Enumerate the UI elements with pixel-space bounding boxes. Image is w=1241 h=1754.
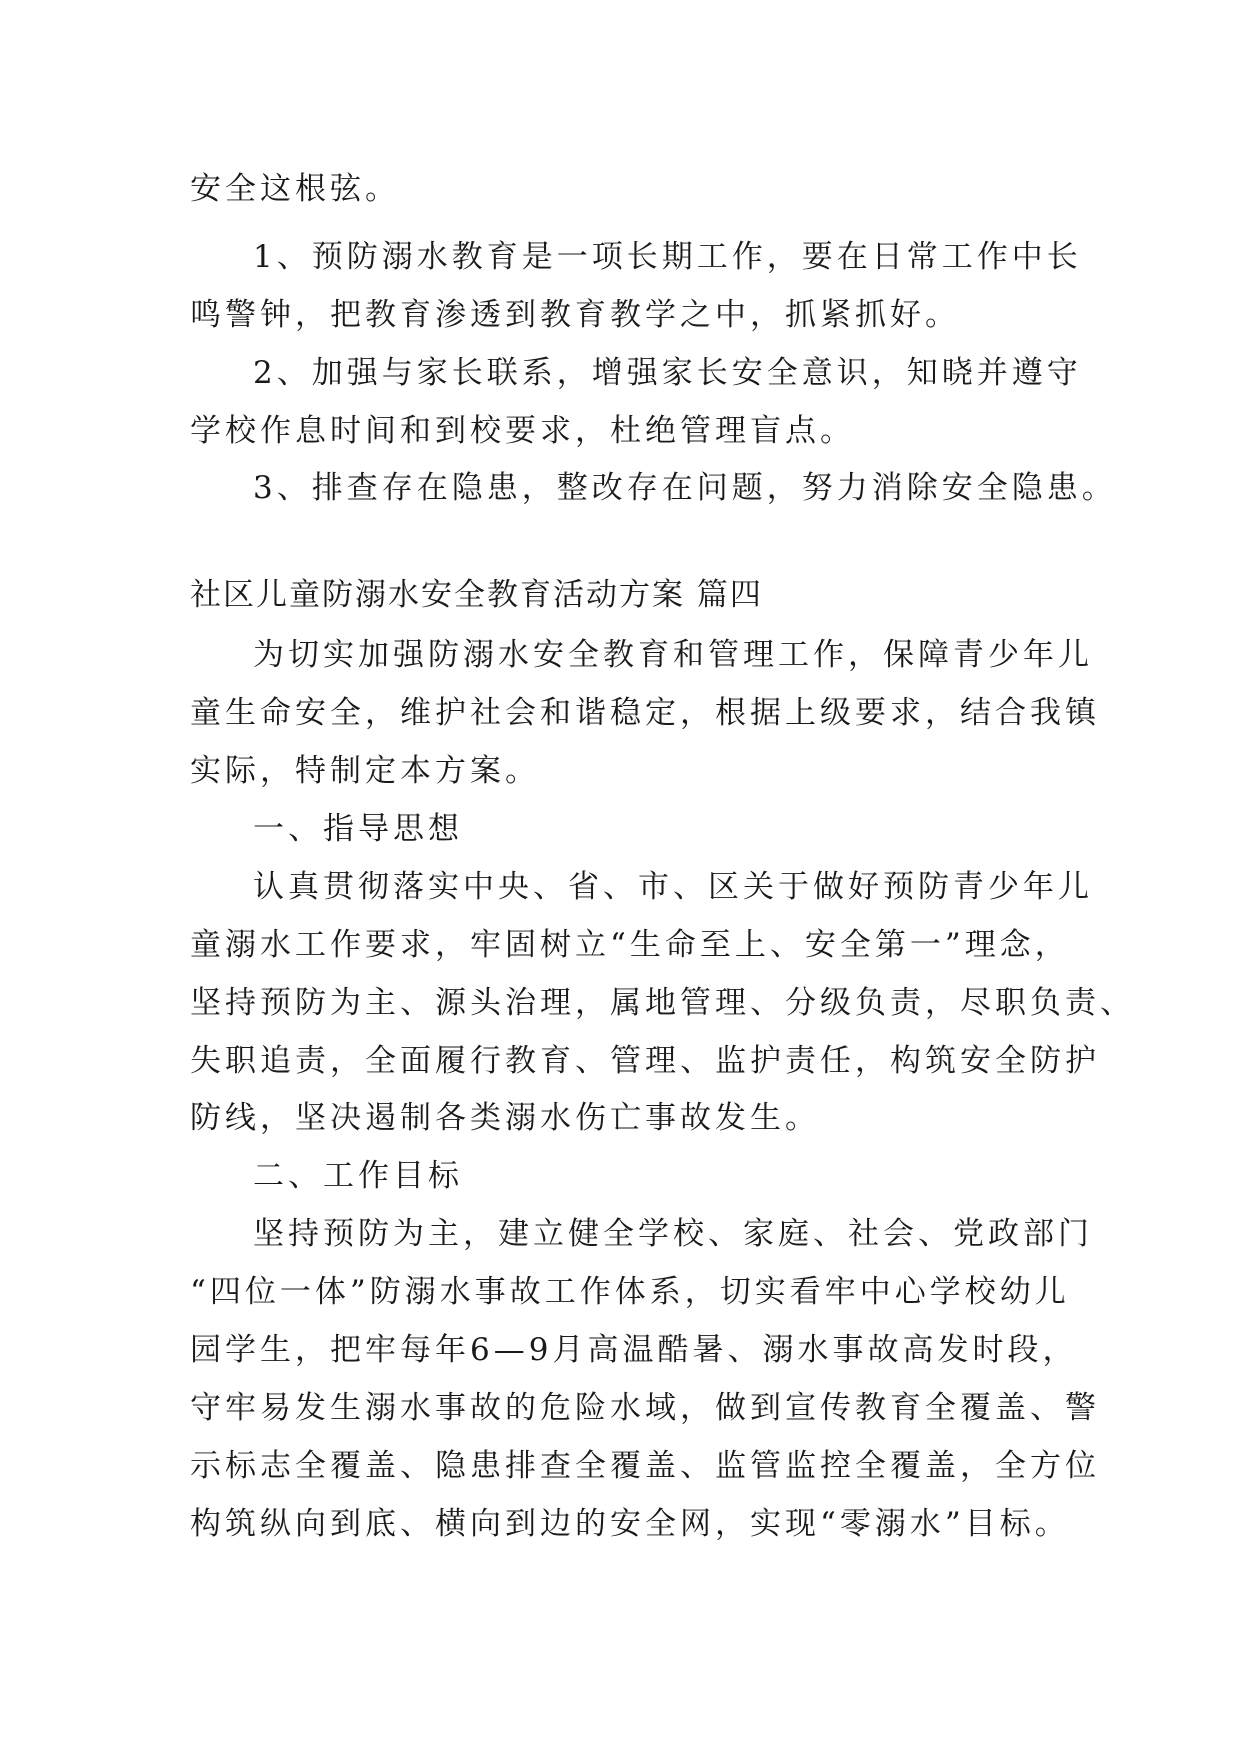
heading-guiding-ideology: 一、指导思想 <box>253 811 463 847</box>
list-item-3: 3、排查存在隐患，整改存在问题，努力消除安全隐患。 <box>253 470 1117 506</box>
heading-work-goals: 二、工作目标 <box>253 1158 463 1194</box>
paragraph-line: 坚持预防为主、源头治理，属地管理、分级负责，尽职负责、 <box>190 985 1135 1021</box>
paragraph-line: 认真贯彻落实中央、省、市、区关于做好预防青少年儿 <box>253 869 1093 905</box>
paragraph-line: 失职追责，全面履行教育、管理、监护责任，构筑安全防护 <box>190 1043 1100 1079</box>
list-item-1-line-2: 鸣警钟，把教育渗透到教育教学之中，抓紧抓好。 <box>190 297 960 333</box>
paragraph-line: 童溺水工作要求，牢固树立“生命至上、安全第一”理念， <box>190 927 1070 963</box>
list-item-1-line-1: 1、预防溺水教育是一项长期工作，要在日常工作中长 <box>253 239 1082 275</box>
paragraph-line: 为切实加强防溺水安全教育和管理工作，保障青少年儿 <box>253 637 1093 673</box>
list-item-2-line-1: 2、加强与家长联系，增强家长安全意识，知晓并遵守 <box>253 355 1082 391</box>
paragraph-line: 防线，坚决遏制各类溺水伤亡事故发生。 <box>190 1100 820 1136</box>
paragraph-line: “四位一体”防溺水事故工作体系，切实看牢中心学校幼儿 <box>190 1274 1070 1310</box>
paragraph-line: 实际，特制定本方案。 <box>190 753 540 789</box>
text-line: 安全这根弦。 <box>190 171 400 207</box>
paragraph-line: 示标志全覆盖、隐患排查全覆盖、监管监控全覆盖，全方位 <box>190 1448 1100 1484</box>
list-item-2-line-2: 学校作息时间和到校要求，杜绝管理盲点。 <box>190 413 855 449</box>
paragraph-line: 童生命安全，维护社会和谐稳定，根据上级要求，结合我镇 <box>190 695 1100 731</box>
paragraph-line: 守牢易发生溺水事故的危险水域，做到宣传教育全覆盖、警 <box>190 1390 1100 1426</box>
paragraph-line: 园学生，把牢每年6—9月高温酷暑、溺水事故高发时段， <box>190 1332 1078 1368</box>
paragraph-line: 坚持预防为主，建立健全学校、家庭、社会、党政部门 <box>253 1216 1093 1252</box>
section-title: 社区儿童防溺水安全教育活动方案 篇四 <box>190 577 763 613</box>
paragraph-line: 构筑纵向到底、横向到边的安全网，实现“零溺水”目标。 <box>190 1506 1070 1542</box>
